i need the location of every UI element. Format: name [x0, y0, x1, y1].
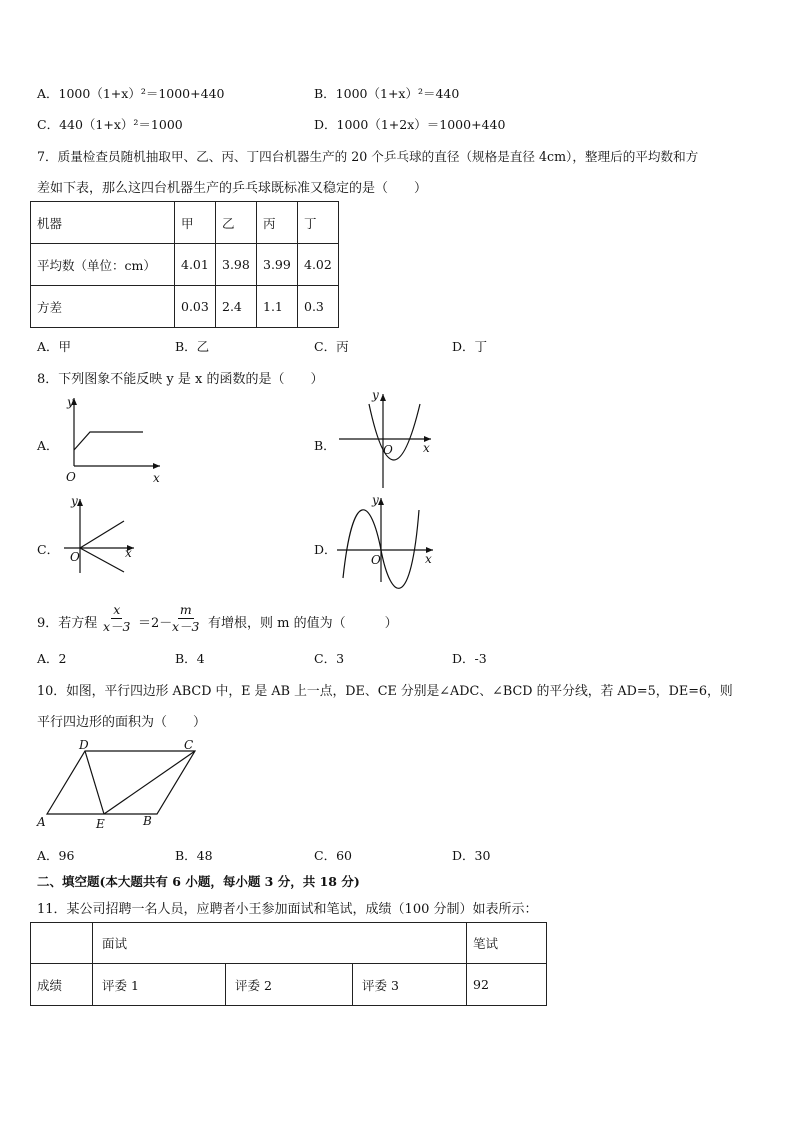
- q11-empty-cell: [31, 923, 93, 964]
- q7-row-mean-label: 平均数（单位：cm）: [31, 244, 175, 286]
- q7-stem-line2: 差如下表，那么这四台机器生产的乒乓球既标准又稳定的是（ ）: [37, 181, 428, 196]
- q9-frac2-denominator: x－3: [172, 619, 200, 634]
- q7-table-header-row: [31, 202, 339, 244]
- q11-header-written: 笔试: [467, 923, 547, 964]
- q6-option-c: C．440（1+x）²＝1000: [37, 117, 183, 132]
- q11-judge-3: 评委 3: [353, 964, 467, 1006]
- point-a-label: A: [37, 815, 46, 829]
- q10-option-a: A．96: [37, 848, 75, 863]
- q9-option-d: D．-3: [452, 651, 487, 666]
- x-axis-label: x: [425, 552, 432, 566]
- q9-option-c: C．3: [314, 651, 345, 666]
- section-2-title: 二、填空题(本大题共有 6 小题，每小题 3 分，共 18 分): [37, 874, 360, 889]
- origin-label: O: [66, 470, 76, 484]
- table-row: [31, 244, 339, 286]
- q9-option-a: A．2: [37, 651, 67, 666]
- q9-frac1-numerator: x: [113, 602, 121, 617]
- q7-option-a: A．甲: [37, 339, 72, 354]
- q7-stem-line1: 7．质量检查员随机抽取甲、乙、丙、丁四台机器生产的 20 个乒乓球的直径（规格是直径 4cm），整理后的平均数和方: [37, 149, 699, 164]
- q9-suffix: 有增根，则 m 的值为（ ）: [208, 616, 398, 631]
- q7-header-yi: 乙: [216, 202, 257, 244]
- q11-judge-2: 评委 2: [226, 964, 353, 1006]
- y-axis-label: y: [67, 395, 74, 409]
- q8-graph-a: [60, 392, 170, 487]
- q7-cell: 3.98: [216, 244, 257, 286]
- q11-table: [30, 922, 547, 1006]
- q8-label-b: B．: [314, 438, 336, 453]
- q7-option-c: C．丙: [314, 339, 349, 354]
- point-e-label: E: [96, 817, 105, 831]
- q9-option-b: B．4: [175, 651, 205, 666]
- q8-label-c: C．: [37, 542, 60, 557]
- q7-cell: 2.4: [216, 286, 257, 328]
- q10-stem-line2: 平行四边形的面积为（ ）: [37, 715, 207, 730]
- q11-written-score: 92: [467, 964, 547, 1006]
- table-row: [31, 964, 547, 1006]
- x-axis-label: x: [153, 471, 160, 485]
- q7-header-bing: 丙: [257, 202, 298, 244]
- q7-option-b: B．乙: [175, 339, 210, 354]
- q11-judge-1: 评委 1: [93, 964, 226, 1006]
- q8-label-d: D．: [314, 542, 337, 557]
- origin-label: O: [371, 553, 381, 567]
- q7-cell: 4.01: [175, 244, 216, 286]
- q9-prefix: 9．若方程: [37, 616, 98, 631]
- q10-option-d: D．30: [452, 848, 491, 863]
- x-axis-label: x: [125, 546, 132, 560]
- origin-label: O: [70, 550, 80, 564]
- q7-header-jia: 甲: [175, 202, 216, 244]
- q9-fraction-1: [103, 602, 131, 635]
- q9-frac2-numerator: m: [179, 602, 192, 617]
- q8-graph-c: [60, 493, 150, 578]
- q8-label-a: A．: [37, 438, 59, 453]
- x-axis-label: x: [423, 441, 430, 455]
- q10-option-c: C．60: [314, 848, 352, 863]
- point-b-label: B: [143, 814, 152, 828]
- q7-table: [30, 201, 339, 328]
- q7-row-variance-label: 方差: [31, 286, 175, 328]
- q10-parallelogram-figure: [33, 736, 213, 831]
- q9-frac1-denominator: x－3: [103, 619, 131, 634]
- y-axis-label: y: [71, 494, 78, 508]
- q7-cell: 0.03: [175, 286, 216, 328]
- q11-stem: 11．某公司招聘一名人员，应聘者小王参加面试和笔试，成绩（100 分制）如表所示：: [37, 902, 538, 917]
- q11-header-interview: 面试: [93, 923, 467, 964]
- point-d-label: D: [79, 738, 89, 752]
- q6-option-b: B．1000（1+x）²＝440: [314, 86, 460, 101]
- q7-cell: 1.1: [257, 286, 298, 328]
- q8-graph-d: [333, 492, 443, 584]
- q7-cell: 0.3: [298, 286, 339, 328]
- q11-row-score-label: 成绩: [31, 964, 93, 1006]
- q7-header-ding: 丁: [298, 202, 339, 244]
- q7-header-machine: 机器: [31, 202, 175, 244]
- q6-option-a: A．1000（1+x）²＝1000+440: [37, 86, 225, 101]
- table-row: [31, 286, 339, 328]
- q7-cell: 3.99: [257, 244, 298, 286]
- q8-stem: 8．下列图象不能反映 y 是 x 的函数的是（ ）: [37, 372, 324, 387]
- point-c-label: C: [184, 738, 194, 752]
- q9-fraction-2: [172, 602, 200, 635]
- q6-option-d: D．1000（1+2x）＝1000+440: [314, 117, 506, 132]
- y-axis-label: y: [372, 388, 379, 402]
- q9-equals-two-minus: ＝2－: [138, 616, 173, 631]
- q8-graph-b: [333, 388, 443, 490]
- q10-option-b: B．48: [175, 848, 213, 863]
- y-axis-label: y: [372, 493, 379, 507]
- q10-stem-line1: 10．如图，平行四边形 ABCD 中，E 是 AB 上一点，DE、CE 分别是∠ADC、∠BCD 的平分线，若 AD=5，DE=6，则: [37, 684, 733, 699]
- table-row: [31, 923, 547, 964]
- origin-label: O: [383, 443, 393, 457]
- q7-cell: 4.02: [298, 244, 339, 286]
- q7-option-d: D．丁: [452, 339, 488, 354]
